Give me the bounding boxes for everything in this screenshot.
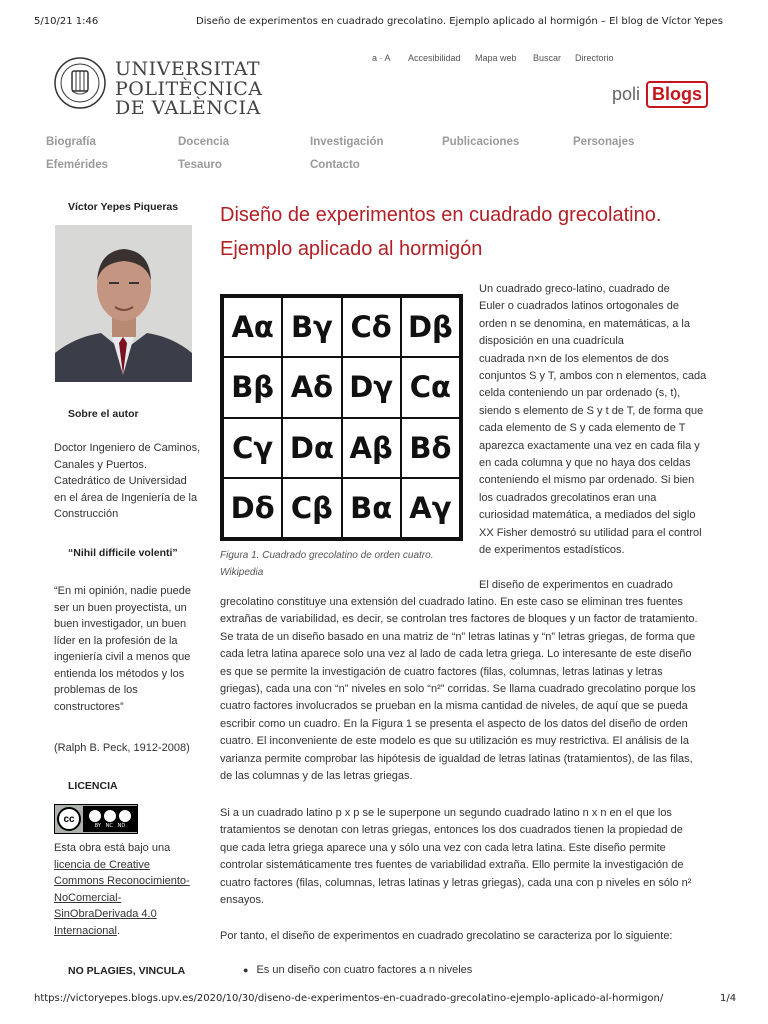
p3-line: ensayos. (220, 894, 265, 907)
print-page-number: 1/4 (720, 993, 737, 1004)
p2-line: cuatro factores involucrados se prueban en la misma cantidad de niveles, de aquí que se pueda (220, 700, 688, 713)
grid-cell: Cβ (282, 478, 341, 538)
grid-cell: Dδ (223, 478, 282, 538)
intro-line: cuadrada n×n de los elementos de dos (479, 352, 669, 365)
p2-line: extrañas de variabilidad, es decir, se controlan tres factores de bloques y un factor de tratamiento. (220, 613, 698, 626)
nav-docencia[interactable]: Docencia (178, 136, 230, 148)
p2-line: es que se permite la investigación de cuatro factores (filas, columnas, letras latinas y letras (220, 665, 663, 678)
cc-attribute-labels: BY NC ND (94, 822, 126, 829)
grid-cell: Aα (223, 297, 282, 357)
bullet-dot-icon: ● (243, 965, 249, 975)
grid-cell: Cα (401, 357, 460, 417)
grid-cell: Dβ (401, 297, 460, 357)
p2-line: de las columnas y de las letras griegas. (220, 770, 413, 783)
bio-line: Construcción (54, 508, 119, 520)
grid-cell: Dγ (342, 357, 401, 417)
license-link-line[interactable]: SinObraDerivada 4.0 (54, 908, 157, 920)
nav-investigacion[interactable]: Investigación (310, 136, 384, 148)
quote-line: entienda los métodos y los (54, 667, 185, 680)
font-size-toggle[interactable]: a · A (372, 53, 391, 63)
sidebar-motto: “Nihil difficile volenti” (68, 547, 178, 559)
grid-cell: Cδ (342, 297, 401, 357)
nav-publicaciones[interactable]: Publicaciones (442, 136, 520, 148)
bullet-text: Es un diseño con cuatro factores a n niveles (256, 964, 473, 976)
p2-line: varianza permite comprobar las hipótesis de igualdad de letras latinas (tratamientos), de las filas, (220, 752, 693, 765)
sidebar-bio (54, 440, 214, 523)
p3-line: controlar sistemáticamente tres fuentes de variabilidad extraña. Ello permite la investigación de (220, 859, 684, 872)
print-url: https://victoryepes.blogs.upv.es/2020/10/30/diseno-de-experimentos-en-cuadrado-grecolatino-ejemplo-aplicado-al-hormigon/ (34, 993, 664, 1004)
intro-line: celda conteniendo un par ordenado (s, t), (479, 387, 681, 400)
bio-line: Doctor Ingeniero de Caminos, (54, 442, 201, 454)
util-buscar[interactable]: Buscar (533, 53, 562, 63)
intro-line: los cuadrados grecolatinos eran una (479, 491, 657, 504)
intro-line: cada elemento de S y cada elemento de T (479, 422, 686, 435)
quote-line: “En mi opinión, nadie puede (54, 585, 191, 597)
p3-line: tratamientos se denotan con letras griegas, entonces los dos cuadrados tienen la propiedad de (220, 824, 683, 837)
quote-line: constructores” (54, 700, 124, 713)
intro-line: disposición en una cuadrícula (479, 335, 624, 348)
upv-logo-text (115, 60, 262, 119)
intro-line: conjuntos S y T, ambos con n elementos, cada (479, 370, 707, 383)
quote-line: problemas de los (54, 684, 138, 696)
intro-line: conteniendo el mismo par ordenado. Si bien (479, 474, 695, 487)
license-link-line[interactable]: NoComercial- (54, 891, 122, 904)
p2-line: cuatro. El inconveniente de este modelo es que su utilización es muy restrictiva. El análisis de la (220, 735, 689, 748)
intro-line: XX Fisher demostró su utilidad para el control (479, 526, 702, 539)
logo-line3: DE VALÈNCIA (115, 97, 261, 119)
nav-contacto[interactable]: Contacto (310, 159, 360, 171)
upv-seal-logo[interactable] (54, 57, 106, 109)
bio-line: Canales y Puertos. (54, 458, 147, 471)
cc-attributes (83, 806, 137, 832)
nav-tesauro[interactable]: Tesauro (178, 159, 222, 171)
grid-cell: Dα (282, 418, 341, 478)
grid-cell: Cγ (223, 418, 282, 478)
poliblogs-poli: poli (612, 83, 641, 104)
caption-source: Wikipedia (220, 567, 264, 578)
util-directorio[interactable]: Directorio (575, 53, 614, 63)
poliblogs-logo[interactable] (612, 78, 708, 110)
intro-line: siendo s elemento de S y t de T, de forma que (479, 404, 704, 417)
nav-efemerides[interactable]: Efemérides (46, 159, 109, 171)
sidebar-quote (54, 583, 214, 715)
quote-line: ser un buen proyectista, un (54, 601, 187, 614)
logo-line2: POLITÈCNICA (115, 77, 263, 100)
poliblogs-blogs: Blogs (646, 81, 708, 108)
intro-line: Euler o cuadrados latinos ortogonales de (479, 300, 679, 313)
intro-line: de experimentos estadísticos. (479, 544, 625, 557)
grid-cell: Aβ (342, 418, 401, 478)
license-link-line[interactable]: Commons Reconocimiento- (54, 875, 190, 887)
quote-line: buen investigador, un buen (54, 618, 187, 630)
sidebar-license-text (54, 840, 214, 939)
sidebar-author-name: Víctor Yepes Piqueras (68, 201, 179, 213)
license-tail: . (117, 924, 121, 937)
caption-line1: Figura 1. Cuadrado grecolatino de orden cuatro. (220, 550, 434, 561)
p2-line: cada letra latina aparece solo una vez al lado de cada letra griega. Lo interesante de este diseño (220, 648, 692, 661)
quote-line: ingeniería civil a menos que (54, 651, 191, 663)
intro-line: en cada columna y que no haya dos celdas (479, 457, 691, 470)
grid-cell: Bβ (223, 357, 282, 417)
intro-line: aparezca exactamente una vez en cada fila y (479, 439, 700, 452)
license-lead: Esta obra está bajo una (54, 842, 171, 854)
article-title (220, 198, 740, 266)
print-doc-title: Diseño de experimentos en cuadrado grecolatino. Ejemplo aplicado al hormigón – El blog de Víctor Yepes (196, 16, 723, 27)
p3-line: que cada letra griega aparece una y sólo una vez con cada letra latina. Este diseño permite (220, 841, 666, 854)
util-mapa-web[interactable]: Mapa web (475, 53, 517, 63)
p2-first-line: El diseño de experimentos en cuadrado (479, 579, 673, 591)
print-datetime: 5/10/21 1:46 (34, 16, 99, 27)
logo-line1: UNIVERSITAT (115, 58, 261, 80)
intro-paragraph (479, 281, 714, 560)
license-link-line[interactable]: Internacional (54, 924, 117, 937)
grid-cell: Aγ (401, 478, 460, 538)
title-line1: Diseño de experimentos en cuadrado grecolatino. (220, 204, 662, 226)
grid-cell: Bγ (282, 297, 341, 357)
title-line2: Ejemplo aplicado al hormigón (220, 238, 483, 260)
intro-line: orden n se denomina, en matemáticas, a la (479, 317, 690, 330)
p3-line: Si a un cuadrado latino p x p se le superpone un segundo cuadrado latino n x n en el que los (220, 807, 672, 819)
sidebar-quote-author: (Ralph B. Peck, 1912-2008) (54, 742, 190, 754)
nc-icon (104, 810, 116, 822)
p2-line: escribir como un cuadro. En la Figura 1 se presenta el aspecto de los datos del diseño de orden (220, 717, 688, 730)
nav-personajes[interactable]: Personajes (573, 136, 635, 148)
sidebar-no-plagies: NO PLAGIES, VINCULA (68, 965, 186, 977)
nd-icon (119, 810, 131, 822)
grid-cell: Bδ (401, 418, 460, 478)
sidebar-about-heading: Sobre el autor (68, 408, 139, 420)
bio-line: Catedrático de Universidad (54, 475, 187, 487)
quote-line: líder en la profesión de la (54, 634, 178, 647)
intro-line: Un cuadrado greco-latino, cuadrado de (479, 283, 670, 295)
sidebar-licencia-heading: LICENCIA (68, 780, 118, 792)
bullet-item (243, 962, 713, 979)
nav-biografia[interactable]: Biografía (46, 136, 96, 148)
cc-license-badge[interactable] (54, 804, 138, 834)
greco-latin-square-figure (220, 294, 463, 541)
paragraph-2 (220, 594, 714, 785)
cc-icon: cc (57, 807, 81, 831)
bio-line: en el área de Ingeniería de la (54, 491, 198, 504)
grid-cell: Bα (342, 478, 401, 538)
p2-line: griegas), cada una con “n” niveles en solo “n²” corridas. Se llama cuadrado grecolatino porque los (220, 683, 696, 696)
license-link-line[interactable]: licencia de Creative (54, 858, 150, 871)
intro-line: curiosidad matemática, a mediados del siglo (479, 509, 696, 522)
grid-cell: Aδ (282, 357, 341, 417)
paragraph-4: Por tanto, el diseño de experimentos en cuadrado grecolatino se caracteriza por lo siguiente: (220, 930, 673, 942)
by-icon (89, 810, 101, 822)
p2-line: grecolatino constituye una extensión del cuadrado latino. En este caso se eliminan tres fuentes (220, 596, 683, 608)
util-accesibilidad[interactable]: Accesibilidad (408, 53, 461, 63)
paragraph-3 (220, 805, 714, 909)
figure-caption (220, 547, 470, 581)
author-photo (55, 225, 192, 382)
p2-line: Se trata de un diseño basado en una matriz de “n” letras latinas y “n” letras griegas, de forma que (220, 630, 696, 643)
p3-line: cuatro factores (filas, columnas, letras latinas y letras griegas), cada una con p niveles en sólo n² (220, 876, 692, 889)
